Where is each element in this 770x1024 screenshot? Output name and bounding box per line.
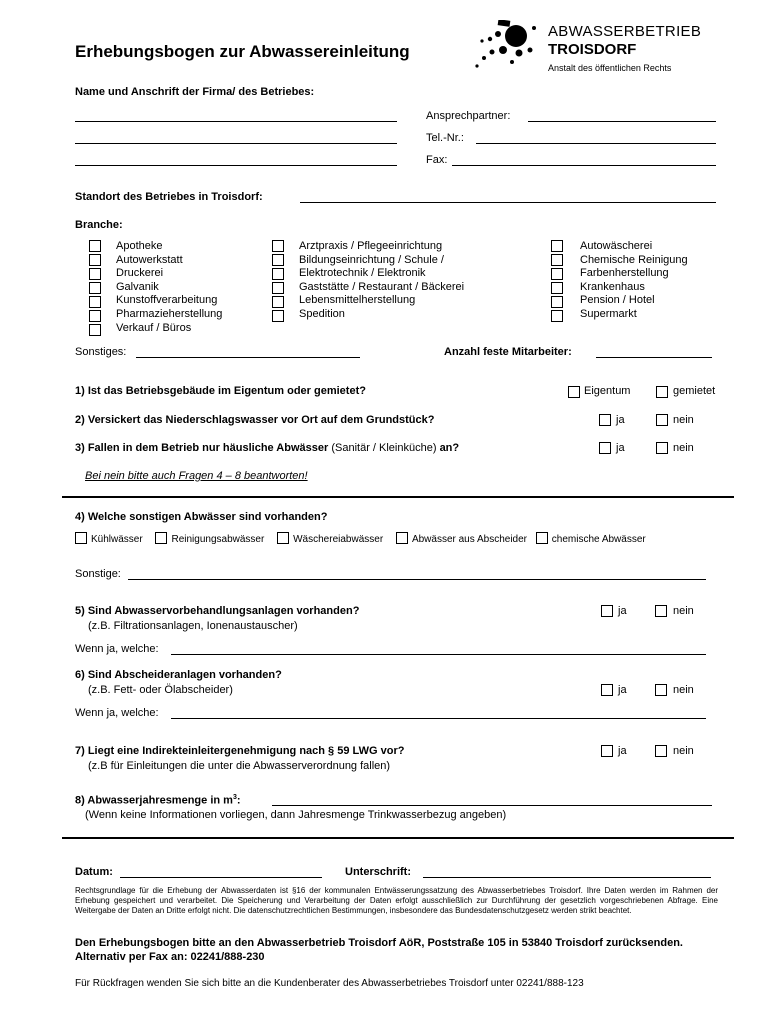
location-label: Standort des Betriebes in Troisdorf: [75,191,263,203]
branche-item: Kunstoffverarbeitung [116,294,218,307]
branche-item: Farbenherstellung [580,267,669,280]
branche-item: Galvanik [116,280,159,293]
q8-colon: : [236,794,241,807]
divider-bottom [62,837,734,839]
employees-label: Anzahl feste Mitarbeiter: [444,346,572,358]
checkbox-bildung[interactable] [272,254,284,266]
q4-options [75,532,646,545]
q8-field[interactable] [272,805,712,806]
checkbox-krankenhaus[interactable] [551,282,563,294]
logo [472,20,722,78]
branche-heading: Branche: [75,219,123,231]
q7-opt2: nein [673,745,694,757]
branche-item: Krankenhaus [580,280,645,293]
q6-sub: (z.B. Fett- oder Ölabscheider) [88,684,233,696]
datum-field[interactable] [120,877,322,878]
q6-wenn-field[interactable] [171,718,706,719]
checkbox-gaststaette[interactable] [272,282,284,294]
address-line-3[interactable] [75,165,397,166]
tel-label: Tel.-Nr.: [426,132,464,144]
legal-text: Rechtsgrundlage für die Erhebung der Abwasserdaten ist §16 der kommunalen Entwässerungssatzung des Abwasserbetriebes Troisdorf. Ihre Daten werden im Rahmen der Erhebung gespeichert und verarbeitet. Die Speicherung und Verarbeitung der Daten erfolgt ausschließlich zur Durchführung der gesetzlich vorgeschriebenen Abfrage. Eine Weitergabe der Daten an Dritte erfolgt nicht. Die datenschutzrechtlichen Bestimmungen, insbesondere das Bundesdatenschutzgesetz werden strikt beachtet. [75,886,718,915]
q4-option: chemische Abwässer [551,534,646,545]
q6-text: 6) Sind Abscheideranlagen vorhanden? [75,669,282,681]
q7-text: 7) Liegt eine Indirekteinleitergenehmigung nach § 59 LWG vor? [75,745,405,757]
branche-item: Bildungseinrichtung / Schule / [299,253,444,266]
location-field[interactable] [300,202,716,203]
sonstiges-field[interactable] [136,357,360,358]
q8-sub: (Wenn keine Informationen vorliegen, dann Jahresmenge Trinkwasserbezug angeben) [85,809,507,821]
branche-item: Gaststätte / Restaurant / Bäckerei [299,280,465,293]
checkbox-q3-nein[interactable] [656,442,668,454]
branche-item: Chemische Reinigung [580,253,688,266]
q6-opt1: ja [618,684,627,696]
logo-line2: TROISDORF [548,41,637,58]
unterschrift-field[interactable] [423,877,711,878]
branche-item: Spedition [299,307,345,320]
contact-text: Für Rückfragen wenden Sie sich bitte an die Kundenberater des Abwasserbetriebes Troisdorf unter 02241/888-123 [75,978,584,989]
address-line-2[interactable] [75,143,397,144]
checkbox-chem-reinigung[interactable] [551,254,563,266]
q4-option: Reinigungsabwässer [171,534,265,545]
contact-label: Ansprechpartner: [426,110,511,122]
checkbox-chemisch[interactable] [536,532,548,544]
checkbox-q7-ja[interactable] [601,745,613,757]
q4-option: Kühlwässer [91,534,143,545]
q5-opt1: ja [618,605,627,617]
checkbox-verkauf[interactable] [89,324,101,336]
note: Bei nein bitte auch Fragen 4 – 8 beantworten! [85,470,308,482]
q6-wenn-label: Wenn ja, welche: [75,707,159,719]
checkbox-autowerkstatt[interactable] [89,254,101,266]
datum-label: Datum: [75,866,113,878]
checkbox-kuehlwaesser[interactable] [75,532,87,544]
branche-item: Druckerei [116,267,164,280]
q3-opt1: ja [616,442,625,454]
checkbox-supermarkt[interactable] [551,310,563,322]
checkbox-q5-nein[interactable] [655,605,667,617]
q5-opt2: nein [673,605,694,617]
q7-sub: (z.B für Einleitungen die unter die Abwasserverordnung fallen) [88,760,391,772]
q6-opt2: nein [673,684,694,696]
checkbox-q2-ja[interactable] [599,414,611,426]
checkbox-galvanik[interactable] [89,282,101,294]
checkbox-q5-ja[interactable] [601,605,613,617]
q8-sup: 3 [232,794,237,801]
checkbox-kunstoff[interactable] [89,296,101,308]
checkbox-eigentum[interactable] [568,386,580,398]
return-instruction: Den Erhebungsbogen bitte an den Abwasserbetrieb Troisdorf AöR, Poststraße 105 in 53840 Troisdorf zurücksenden. Alternativ per Fax an: 02241/888-230 [75,937,683,963]
checkbox-reinigung[interactable] [155,532,167,544]
q3-text [75,442,459,454]
q5-wenn-label: Wenn ja, welche: [75,643,159,655]
sonstiges-label: Sonstiges: [75,346,127,358]
contact-field[interactable] [528,121,716,122]
logo-dots-icon [472,20,542,78]
q1-opt2: gemietet [673,385,716,397]
q5-wenn-field[interactable] [171,654,706,655]
checkbox-pension[interactable] [551,296,563,308]
fax-label: Fax: [426,154,448,166]
checkbox-farben[interactable] [551,268,563,280]
unterschrift-label: Unterschrift: [345,866,412,878]
checkbox-gemietet[interactable] [656,386,668,398]
q1-text: 1) Ist das Betriebsgebäude im Eigentum oder gemietet? [75,385,366,397]
q5-sub: (z.B. Filtrationsanlagen, Ionenaustauscher) [88,620,298,632]
checkbox-q2-nein[interactable] [656,414,668,426]
checkbox-elektro[interactable] [272,268,284,280]
address-heading: Name und Anschrift der Firma/ des Betriebes: [75,86,315,98]
checkbox-druckerei[interactable] [89,268,101,280]
q3-end: an? [439,442,460,454]
branche-item: Pension / Hotel [580,294,655,307]
branche-item: Autowerkstatt [116,253,183,266]
tel-field[interactable] [476,143,716,144]
branche-item: Apotheke [116,240,163,252]
checkbox-autowaescherei[interactable] [551,240,563,252]
checkbox-arztpraxis[interactable] [272,240,284,252]
q4-sonstige-label: Sonstige: [75,568,121,580]
checkbox-pharma[interactable] [89,310,101,322]
q3-opt2: nein [673,442,694,454]
checkbox-waescherei[interactable] [277,532,289,544]
checkbox-lebensmittel[interactable] [272,296,284,308]
q2-opt1: ja [616,414,625,426]
fax-field[interactable] [452,165,716,166]
q7-opt1: ja [618,745,627,757]
branche-item: Supermarkt [580,307,637,320]
checkbox-q6-ja[interactable] [601,684,613,696]
divider-top [62,496,734,498]
checkbox-q6-nein[interactable] [655,684,667,696]
checkbox-apotheke[interactable] [89,240,101,252]
q4-sonstige-field[interactable] [128,579,706,580]
branche-item: Arztpraxis / Pflegeeinrichtung [299,240,443,252]
checkbox-q7-nein[interactable] [655,745,667,757]
logo-line1: ABWASSERBETRIEB [548,23,702,40]
branche-col2 [299,240,464,322]
q4-option: Abwässer aus Abscheider [411,534,528,545]
address-line-1[interactable] [75,121,397,122]
q2-opt2: nein [673,414,694,426]
branche-item: Pharmazieherstellung [116,307,223,320]
checkbox-abscheider[interactable] [396,532,408,544]
checkbox-q3-ja[interactable] [599,442,611,454]
q8-label: 8) Abwasserjahresmenge in m [75,794,233,807]
branche-item: Elektrotechnik / Elektronik [299,267,426,280]
checkbox-spedition[interactable] [272,310,284,322]
q4-text: 4) Welche sonstigen Abwässer sind vorhanden? [75,511,328,523]
branche-item: Autowäscherei [580,240,653,252]
employees-field[interactable] [596,357,712,358]
page-title: Erhebungsbogen zur Abwassereinleitung [75,42,410,61]
q3-normal: (Sanitär / Kleinküche) [328,442,440,454]
branche-item: Lebensmittelherstellung [299,294,416,307]
branche-col1 [116,240,222,335]
q4-option: Wäschereiabwässer [293,534,384,545]
logo-line3: Anstalt des öffentlichen Rechts [548,63,672,73]
branche-col3 [580,240,688,322]
q5-text: 5) Sind Abwasservorbehandlungsanlagen vorhanden? [75,605,360,617]
q1-opt1: Eigentum [584,385,631,397]
branche-item: Verkauf / Büros [116,321,192,334]
q2-text: 2) Versickert das Niederschlagswasser vor Ort auf dem Grundstück? [75,414,435,426]
q8-text [75,794,241,807]
q3-bold: 3) Fallen in dem Betrieb nur häusliche Abwässer [75,442,329,454]
